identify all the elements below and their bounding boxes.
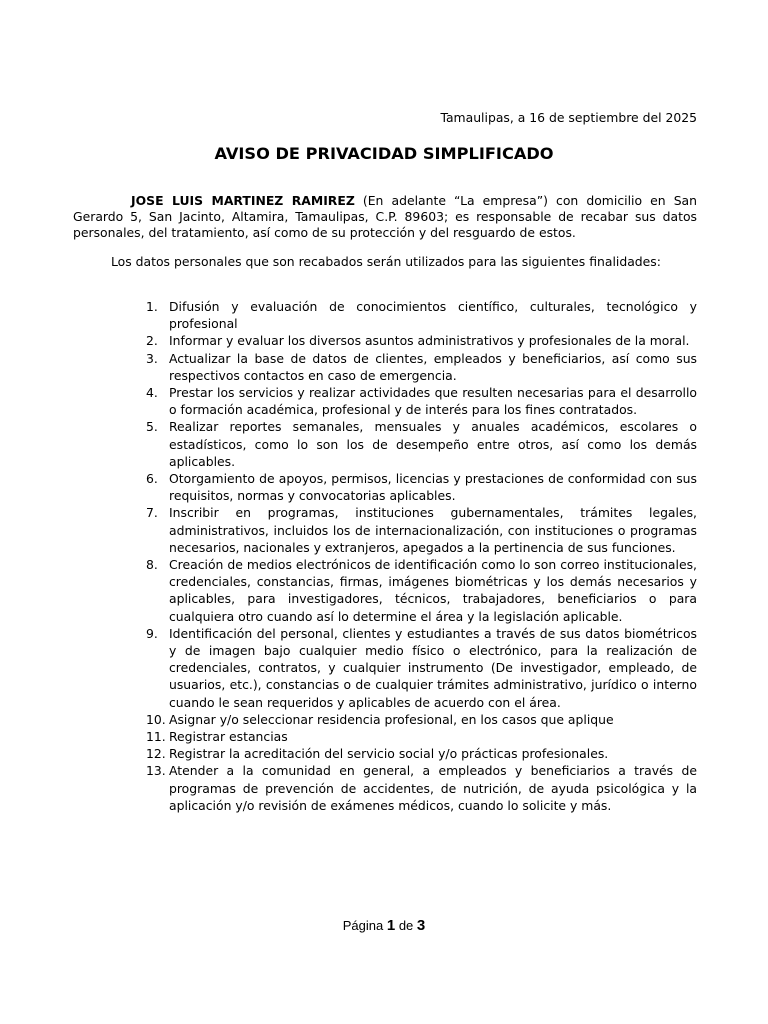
total-pages-number: 3 xyxy=(416,917,426,934)
list-item-number: 2. xyxy=(146,333,158,349)
list-item xyxy=(73,384,697,418)
intro-paragraph xyxy=(73,193,697,242)
company-name: JOSE LUIS MARTINEZ RAMIREZ xyxy=(131,193,355,208)
document-title: AVISO DE PRIVACIDAD SIMPLIFICADO xyxy=(214,144,554,163)
list-item xyxy=(73,350,697,384)
list-item-text: Difusión y evaluación de conocimientos científico, culturales, tecnológico y profesional xyxy=(169,299,697,332)
list-item-text: Inscribir en programas, instituciones gubernamentales, trámites legales, administrativos, incluidos los de internacionalización, con instituciones o programas necesarios, nacionales y extranjeros, apegados a la pertinencia de sus funciones. xyxy=(169,505,697,555)
intro-text: (En adelante “La empresa”) con domicilio en San Gerardo 5, San Jacinto, Altamira, Tamaulipas, C.P. 89603; es responsable de recabar sus datos personales, del tratamiento, así como de su protección y del resguardo de estos. xyxy=(73,193,697,241)
list-item xyxy=(73,298,697,332)
list-item-number: 12. xyxy=(146,746,166,762)
list-item xyxy=(73,762,697,814)
purposes-lead-text: Los datos personales que son recabados serán utilizados para las siguientes finalidades: xyxy=(111,254,661,269)
list-item-text: Atender a la comunidad en general, a empleados y beneficiarios a través de programas de prevención de accidentes, de nutrición, de ayuda psicológica y la aplicación y/o revisión de exámenes médicos, cuando lo solicite y más. xyxy=(169,763,697,813)
list-item xyxy=(73,556,697,625)
page-prefix: Página xyxy=(342,918,387,933)
list-item-number: 10. xyxy=(146,711,166,727)
list-item-text: Prestar los servicios y realizar actividades que resulten necesarias para el desarrollo o formación académica, profesional y de interés para los fines contratados. xyxy=(169,385,697,418)
list-item-text: Realizar reportes semanales, mensuales y anuales académicos, escolares o estadísticos, como lo son los de desempeño entre otros, así como los demás aplicables. xyxy=(169,419,697,469)
list-item-number: 7. xyxy=(146,505,158,521)
list-item-text: Registrar la acreditación del servicio social y/o prácticas profesionales. xyxy=(169,746,609,762)
list-item-number: 3. xyxy=(146,350,158,366)
list-item xyxy=(73,625,697,711)
list-item-number: 5. xyxy=(146,419,158,435)
date-line: Tamaulipas, a 16 de septiembre del 2025 xyxy=(440,110,697,125)
list-item xyxy=(73,332,697,349)
list-item-number: 4. xyxy=(146,385,158,401)
page-middle: de xyxy=(395,918,417,933)
list-item-text: Identificación del personal, clientes y estudiantes a través de sus datos biométricos y de imagen bajo cualquier medio físico o electrónico, para la realización de credenciales, contratos, y cualquier instrumento (De investigador, empleado, de usuarios, etc.), constancias o de cualquier trámites administrativo, jurídico o interno cuando le sean requeridos y aplicables de acuerdo con el área. xyxy=(169,625,697,710)
purposes-list xyxy=(73,298,697,814)
list-item xyxy=(73,470,697,504)
list-item-number: 11. xyxy=(146,729,166,745)
list-item-number: 1. xyxy=(146,299,158,314)
list-item-text: Asignar y/o seleccionar residencia profesional, en los casos que aplique xyxy=(169,711,614,727)
list-item xyxy=(73,504,697,556)
list-item-text: Otorgamiento de apoyos, permisos, licencias y prestaciones de conformidad con sus requisitos, normas y convocatorias aplicables. xyxy=(169,471,697,504)
list-item-text: Actualizar la base de datos de clientes, empleados y beneficiarios, así como sus respectivos contactos en caso de emergencia. xyxy=(169,350,697,383)
list-item-number: 13. xyxy=(146,763,166,779)
list-item xyxy=(73,418,697,470)
list-item xyxy=(73,745,697,762)
list-item-number: 8. xyxy=(146,557,158,573)
list-item-number: 6. xyxy=(146,471,158,487)
current-page-number: 1 xyxy=(386,917,396,934)
list-item xyxy=(73,711,697,728)
list-item-number: 9. xyxy=(146,625,158,641)
list-item-text: Registrar estancias xyxy=(169,729,288,745)
page-number-footer xyxy=(0,917,768,935)
list-item-text: Creación de medios electrónicos de identificación como lo son correo institucionales, credenciales, constancias, firmas, imágenes biométricas y los demás necesarios y aplicables, para investigadores, técnicos, trabajadores, beneficiarios o para cualquiera otro cuando así lo determine el área y la legislación aplicable. xyxy=(169,557,697,624)
purposes-lead-paragraph xyxy=(73,254,697,270)
list-item-text: Informar y evaluar los diversos asuntos administrativos y profesionales de la moral. xyxy=(169,333,690,349)
list-item xyxy=(73,728,697,745)
